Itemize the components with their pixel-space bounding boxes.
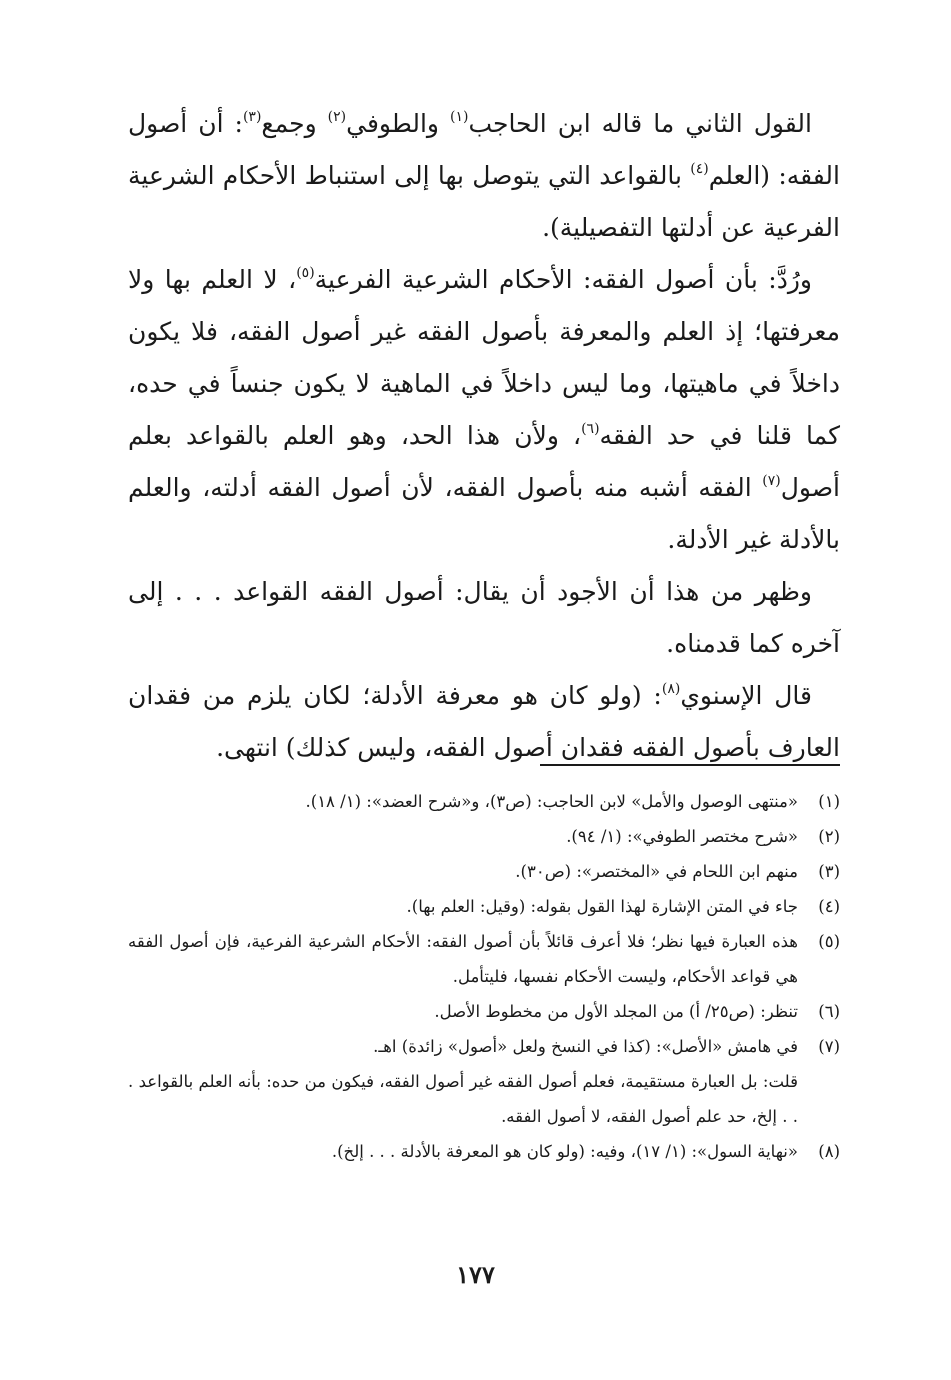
text-run: القول الثاني ما قاله ابن الحاجب — [468, 109, 812, 138]
footnote-number: (٨) — [818, 1142, 840, 1161]
footnote-text: «شرح مختصر الطوفي»: (١/ ٩٤). — [566, 827, 798, 846]
text-run: ، ولأن هذا الحد، وهو العلم بالقواعد بعلم أصول — [128, 421, 840, 502]
footnote-number: (٥) — [818, 932, 840, 951]
footnote-ref[interactable]: (٧) — [762, 472, 781, 489]
paragraph-1 — [128, 98, 840, 254]
footnote-ref[interactable]: (٥) — [296, 264, 315, 281]
text-run: : أن أصول الفقه: (العلم — [128, 109, 840, 190]
footnote-text: هذه العبارة فيها نظر؛ فلا أعرف قائلاً بأن أصول الفقه: الأحكام الشرعية الفرعية، فإن أصول الفقه هي قواعد الأحكام، وليست الأحكام نفسها، فليتأمل. — [128, 932, 798, 986]
text-run: ، لا العلم بها ولا معرفتها؛ إذ العلم والمعرفة بأصول الفقه غير أصول الفقه، فلا يكون داخلاً في ماهيتها، وما ليس داخلاً في الماهية لا يكون جنساً في حده، كما قلنا في حد الفقه — [128, 265, 841, 450]
footnote-number: (٤) — [818, 897, 840, 916]
footnote-number: (٦) — [818, 1002, 840, 1021]
footnote-1 — [128, 784, 840, 819]
footnote-text: تنظر: (ص٢٥/ أ) من المجلد الأول من مخطوط الأصل. — [434, 1002, 798, 1021]
text-run: وظهر من هذا أن الأجود أن يقال: أصول الفقه القواعد . . . إلى آخره كما قدمناه. — [128, 577, 840, 658]
footnote-ref[interactable]: (٦) — [581, 420, 600, 437]
footnotes — [128, 784, 840, 1169]
footnote-ref[interactable]: (٢) — [327, 108, 347, 125]
text-run: بالقواعد التي يتوصل بها إلى استنباط الأحكام الشرعية الفرعية عن أدلتها التفصيلية). — [128, 161, 840, 242]
footnote-5 — [128, 924, 840, 994]
footnote-number: (٢) — [818, 827, 840, 846]
footnote-text: منهم ابن اللحام في «المختصر»: (ص٣٠). — [515, 862, 798, 881]
footnote-6 — [128, 994, 840, 1029]
footnote-3 — [128, 854, 840, 889]
footnote-ref[interactable]: (١) — [449, 108, 469, 125]
footnote-7-continuation: قلت: بل العبارة مستقيمة، فعلم أصول الفقه غير أصول الفقه، فيكون من حده: بأنه العلم بالقواعد . . . إلخ، حد علم أصول الفقه، لا أصول الفقه. — [128, 1072, 798, 1126]
footnote-separator — [540, 764, 840, 766]
text-run: : (ولو كان هو معرفة الأدلة؛ لكان يلزم من فقدان العارف بأصول الفقه فقدان أصول الفقه، وليس كذلك) انتهى. — [128, 681, 840, 762]
paragraph-4 — [128, 670, 840, 774]
footnote-text: جاء في المتن الإشارة لهذا القول بقوله: (وقيل: العلم بها). — [406, 897, 798, 916]
paragraph-2 — [128, 254, 840, 566]
footnote-number: (٧) — [818, 1037, 840, 1056]
footnote-text: في هامش «الأصل»: (كذا في النسخ ولعل «أصول» زائدة) اهـ. — [373, 1037, 798, 1056]
text-run: قال الإسنوي — [680, 681, 812, 710]
text-run: وجمع — [261, 109, 328, 138]
footnote-2 — [128, 819, 840, 854]
footnote-ref[interactable]: (٨) — [661, 680, 681, 697]
page-number: ١٧٧ — [456, 1260, 495, 1289]
text-run: الفقه أشبه منه بأصول الفقه، لأن أصول الفقه أدلته، والعلم بالأدلة غير الأدلة. — [128, 473, 840, 554]
footnote-number: (٣) — [818, 862, 840, 881]
text-run: ورُدَّ: بأن أصول الفقه: الأحكام الشرعية الفرعية — [314, 265, 812, 294]
paragraph-3 — [128, 566, 840, 670]
text-run: والطوفي — [346, 109, 450, 138]
footnote-ref[interactable]: (٤) — [690, 160, 709, 177]
footnote-text: «منتهى الوصول والأمل» لابن الحاجب: (ص٣)، و«شرح العضد»: (١/ ١٨). — [305, 792, 798, 811]
footnote-4 — [128, 889, 840, 924]
footnote-number: (١) — [818, 792, 840, 811]
footnote-ref[interactable]: (٣) — [242, 108, 262, 125]
footnote-7 — [128, 1029, 840, 1064]
footnote-text: «نهاية السول»: (١/ ١٧)، وفيه: (ولو كان هو المعرفة بالأدلة . . . إلخ). — [331, 1142, 798, 1161]
main-text — [128, 98, 840, 774]
footnote-8 — [128, 1134, 840, 1169]
